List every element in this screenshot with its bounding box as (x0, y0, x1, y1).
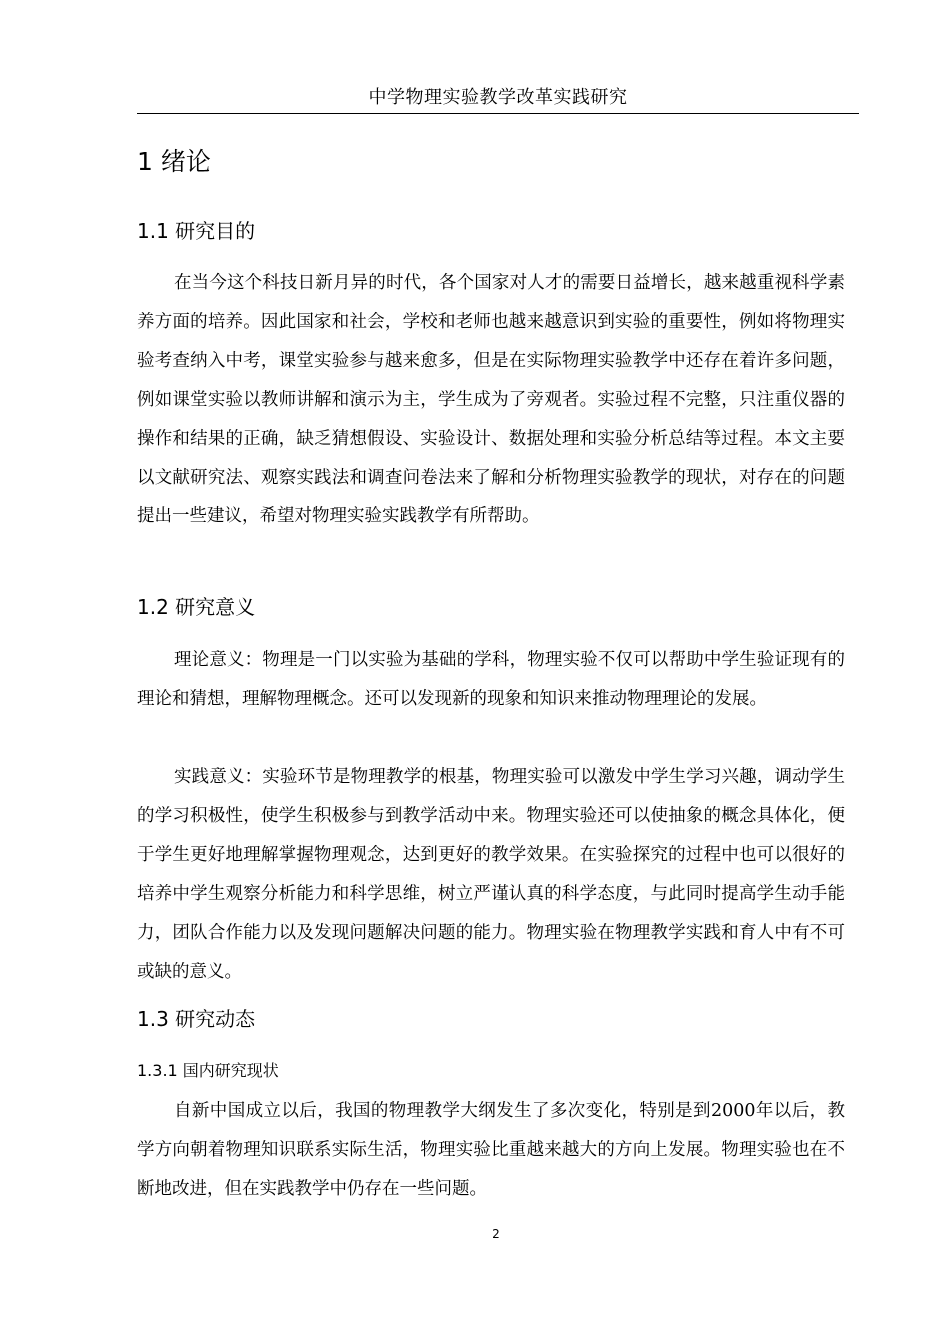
section-heading-1-3: 1.3 研究动态 (137, 1007, 256, 1031)
section-heading-1-1: 1.1 研究目的 (137, 219, 256, 243)
subsection-heading-1-3-1: 1.3.1 国内研究现状 (137, 1061, 279, 1080)
paragraph-practical-significance: 实践意义：实验环节是物理教学的根基，物理实验可以激发中学生学习兴趣，调动学生的学习积极性，使学生积极参与到教学活动中来。物理实验还可以使抽象的概念具体化，便于学生更好地理解掌握物理观念，达到更好的教学效果。在实验探究的过程中也可以很好的培养中学生观察分析能力和科学思维，树立严谨认真的科学态度，与此同时提高学生动手能力，团队合作能力以及发现问题解决问题的能力。物理实验在物理教学实践和育人中有不可或缺的意义。 (137, 767, 845, 982)
page-number: 2 (492, 1227, 500, 1241)
chapter-title: 1 绪论 (137, 147, 211, 176)
running-header: 中学物理实验教学改革实践研究 (368, 87, 628, 108)
section-heading-1-2: 1.2 研究意义 (137, 595, 256, 619)
paragraph-domestic-status: 自新中国成立以后，我国的物理教学大纲发生了多次变化，特别是到2000年以后，教学方向朝着物理知识联系实际生活，物理实验比重越来越大的方向上发展。物理实验也在不断地改进，但在实践教学中仍存在一些问题。 (137, 1101, 845, 1199)
paragraph-research-purpose: 在当今这个科技日新月异的时代，各个国家对人才的需要日益增长，越来越重视科学素养方面的培养。因此国家和社会，学校和老师也越来越意识到实验的重要性，例如将物理实验考查纳入中考，课堂实验参与越来愈多，但是在实际物理实验教学中还存在着许多问题，例如课堂实验以教师讲解和演示为主，学生成为了旁观者。实验过程不完整，只注重仪器的操作和结果的正确，缺乏猜想假设、实验设计、数据处理和实验分析总结等过程。本文主要以文献研究法、观察实践法和调查问卷法来了解和分析物理实验教学的现状，对存在的问题提出一些建议，希望对物理实验实践教学有所帮助。 (137, 273, 845, 527)
header-rule (137, 113, 859, 114)
paragraph-theoretical-significance: 理论意义：物理是一门以实验为基础的学科，物理实验不仅可以帮助中学生验证现有的理论和猜想，理解物理概念。还可以发现新的现象和知识来推动物理理论的发展。 (137, 650, 845, 709)
